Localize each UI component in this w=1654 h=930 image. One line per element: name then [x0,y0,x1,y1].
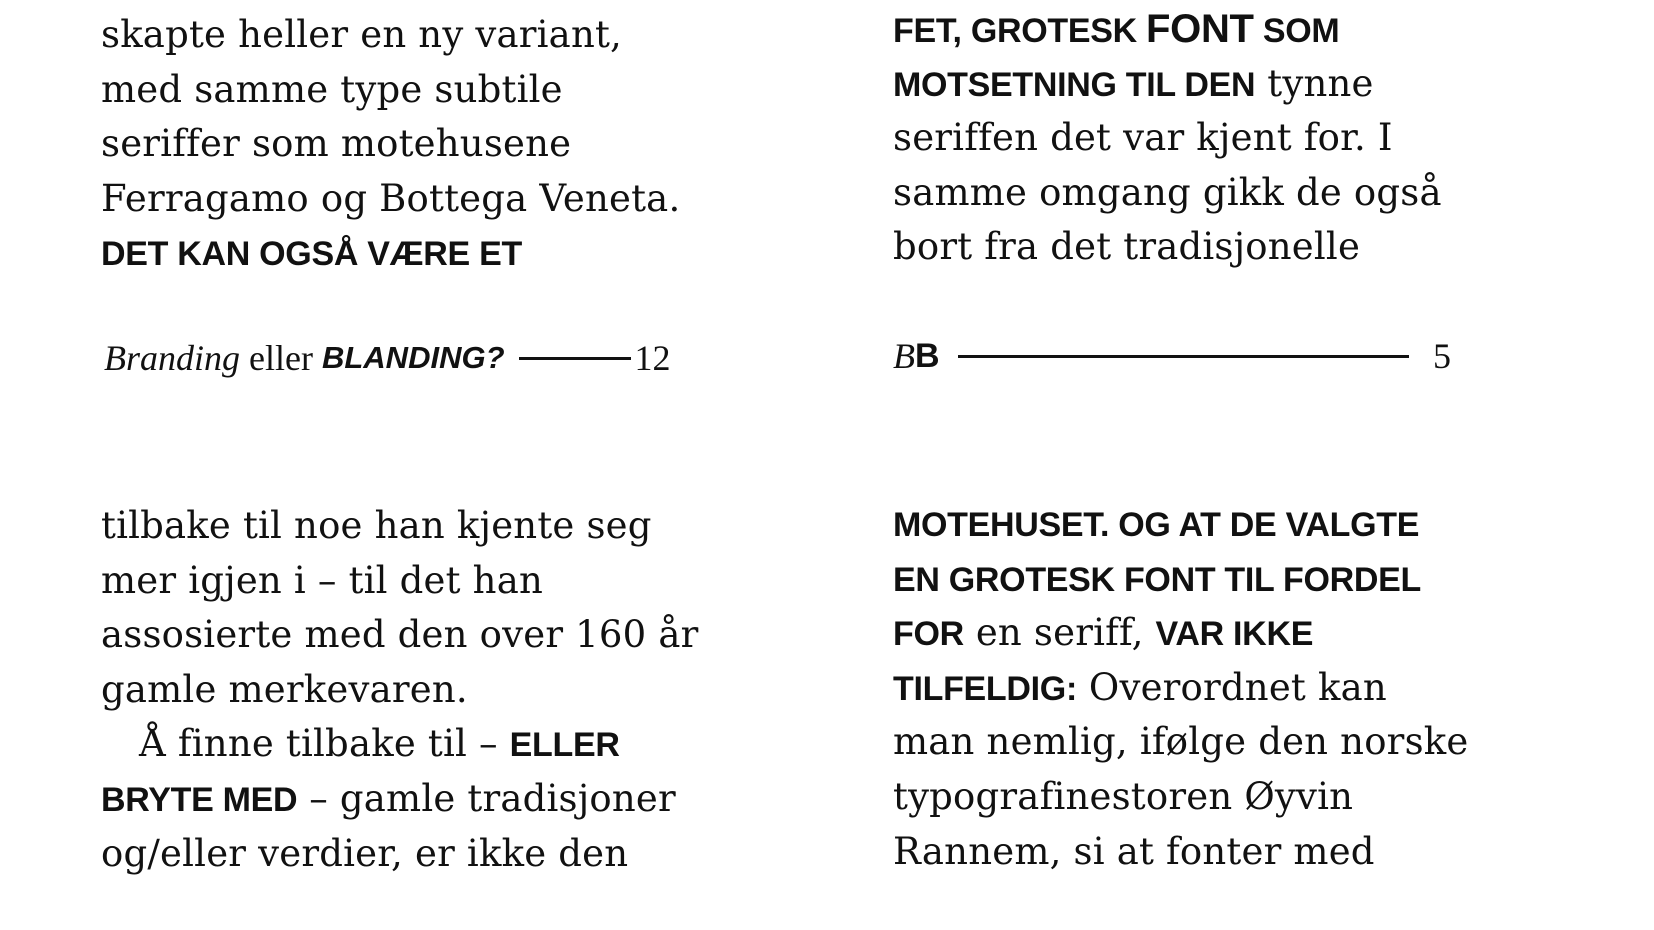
body-text: – gamle tradisjoner [297,776,676,820]
text-line [893,715,1468,770]
body-text: Overordnet kan [1076,665,1387,709]
text-line [893,111,1442,166]
body-text: samme omgang gikk de også [893,170,1442,214]
text-line [101,8,680,63]
text-line [101,499,699,554]
logo-sans-letter: B [915,336,940,375]
text-line [893,220,1442,275]
body-text: gamle merkevaren. [101,667,468,711]
text-line [101,63,680,118]
footer-title-mid: eller [240,338,322,378]
logo-serif-letter: B [893,336,915,376]
text-line [101,117,680,172]
body-text: med samme type subtile [101,67,563,111]
top-right-text-block [893,2,1442,275]
text-line [101,663,699,718]
text-line [101,772,699,827]
text-line [893,825,1468,880]
emphasis-caps-text: VAR IKKE [1155,615,1314,654]
bottom-right-text-block [893,497,1468,879]
page-number: 12 [634,338,671,378]
footer-rule [519,357,631,360]
text-line [893,57,1442,112]
footer-rule [958,355,1409,358]
emphasis-caps-text: DET KAN OGSÅ VÆRE ET [101,235,522,274]
bottom-left-text-block [101,499,699,881]
text-line [101,827,699,882]
text-line [893,166,1442,221]
body-text: man nemlig, ifølge den norske [893,720,1469,764]
text-line [893,2,1442,57]
text-line [101,608,699,663]
body-text: mer igjen i – til det han [101,558,543,602]
text-line [893,497,1468,552]
text-line [101,717,699,772]
emphasis-caps-text: SOM [1253,12,1340,50]
body-text: Å finne tilbake til – [139,722,510,766]
top-left-footer [104,336,671,380]
page-number: 5 [1433,336,1451,376]
body-text: tilbake til noe han kjente seg [101,504,652,547]
body-text: bort fra det tradisjonelle [893,225,1361,269]
body-text: assosierte med den over 160 år [101,613,699,657]
body-text: og/eller verdier, er ikke den [101,831,629,875]
body-text: Rannem, si at fonter med [893,829,1375,873]
text-line [101,554,699,609]
body-text: seriffen det var kjent for. I [893,116,1393,160]
text-line [893,770,1468,825]
footer-title-italic: Branding [104,338,241,378]
text-line [893,552,1468,607]
emphasis-caps-text: FONT [1146,7,1254,51]
emphasis-caps-text: EN GROTESK FONT TIL FORDEL [893,560,1422,599]
emphasis-caps-text: MOTEHUSET. OG AT DE VALGTE [893,506,1420,544]
footer-title-caps: BLANDING? [321,340,505,375]
body-text: tynne [1255,61,1374,105]
body-text: typografinestoren Øyvin [893,774,1354,818]
text-line [101,172,680,227]
text-line [893,661,1468,716]
text-line [101,226,680,281]
text-line [893,606,1468,661]
body-text: Ferragamo og Bottega Veneta. [101,176,681,220]
body-text: skapte heller en ny variant, [101,13,622,56]
emphasis-caps-text: FOR [893,615,964,654]
emphasis-caps-text: MOTSETNING TIL DEN [893,65,1256,104]
emphasis-caps-text: TILFELDIG: [893,669,1077,708]
top-left-text-block [101,8,680,281]
body-text: en seriff, [963,611,1156,655]
emphasis-caps-text: ELLER [509,726,620,765]
top-right-footer [893,334,1451,378]
emphasis-caps-text: BRYTE MED [101,780,298,819]
body-text: seriffer som motehusene [101,122,572,166]
emphasis-caps-text: FET, GROTESK [893,12,1147,50]
